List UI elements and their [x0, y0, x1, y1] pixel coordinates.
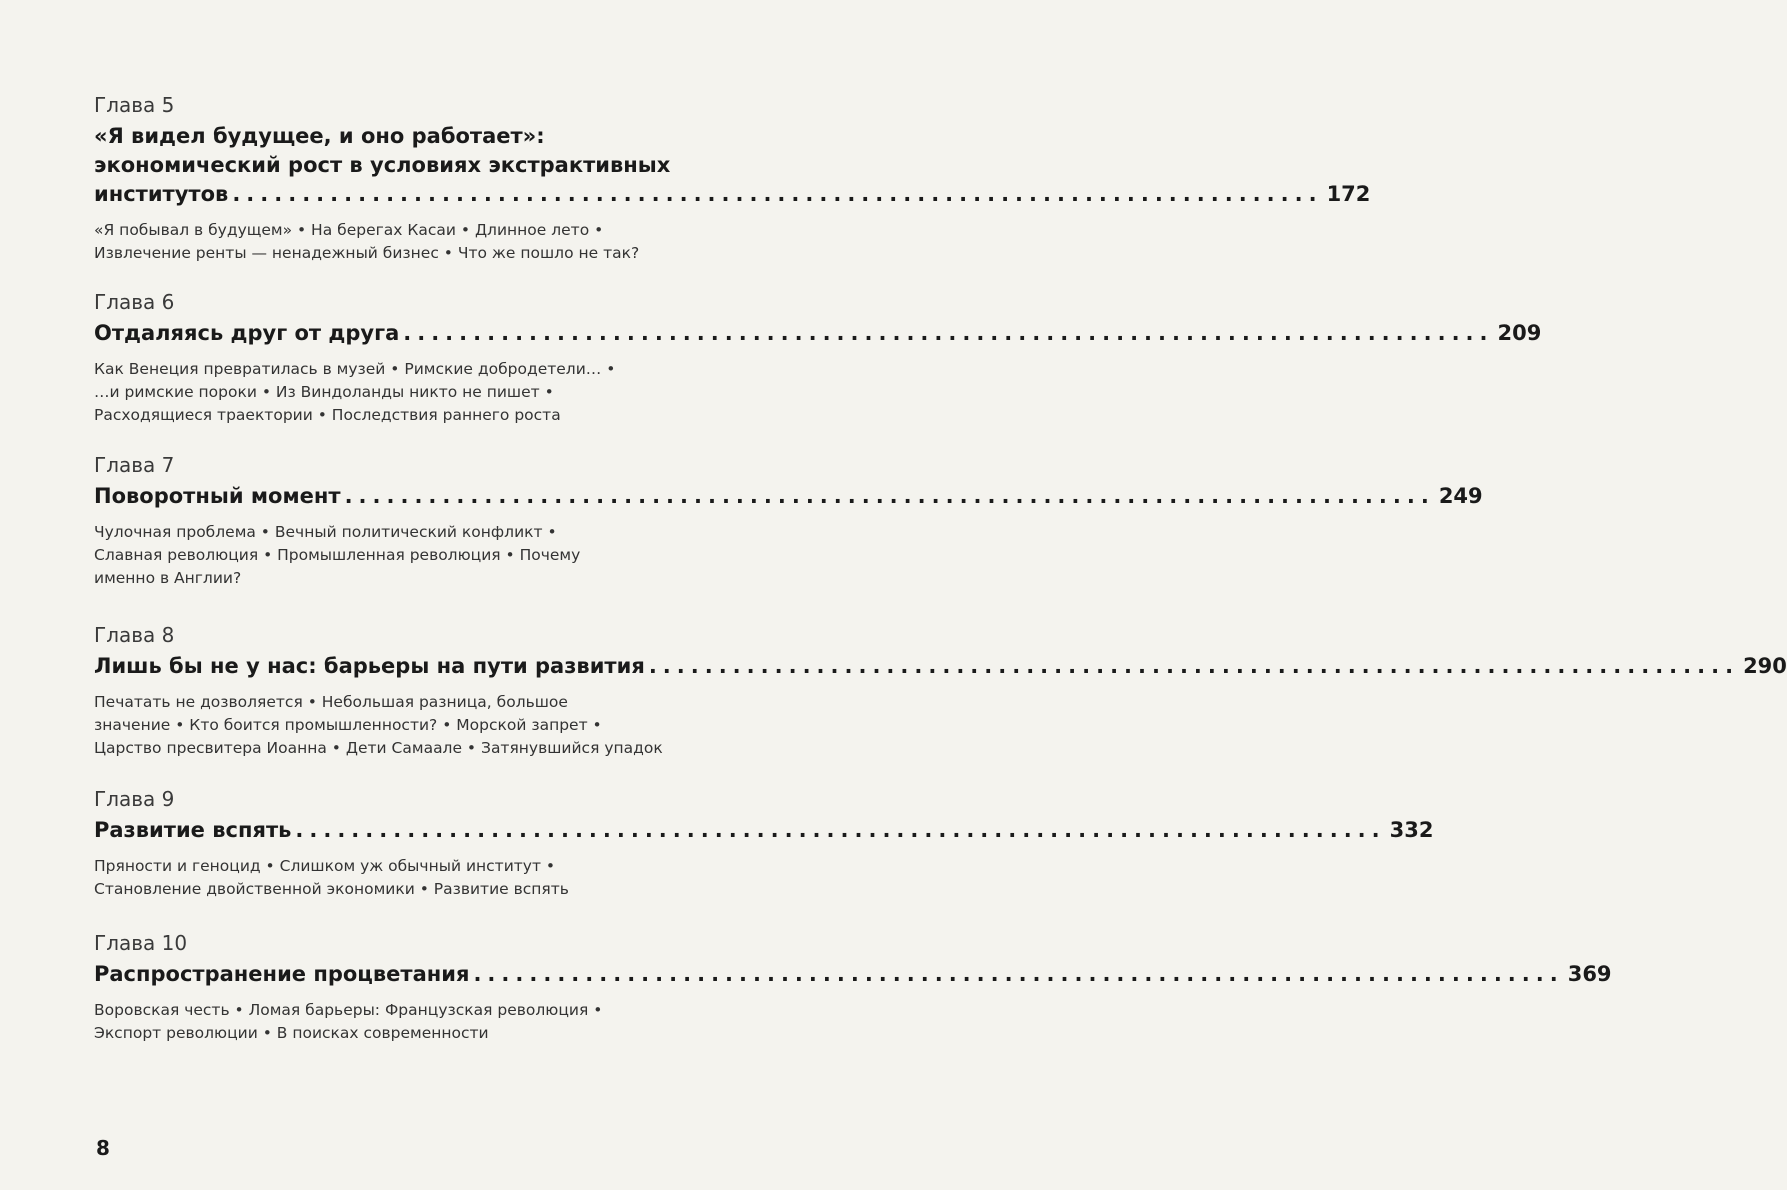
dot-leader: .............................................................................. — [295, 818, 1386, 842]
topics-line: Как Венеция превратилась в музей • Римские добродетели… • — [94, 360, 616, 378]
topics-line: …и римские пороки • Из Виндоланды никто не пишет • — [94, 383, 554, 401]
page-number: 249 — [1438, 484, 1483, 508]
toc-entry-chapter-6 — [94, 289, 1542, 427]
chapter-title-text: Лишь бы не у нас: барьеры на пути развития — [94, 654, 645, 678]
chapter-title-text: Поворотный момент — [94, 484, 341, 508]
chapter-label: Глава 6 — [94, 290, 175, 314]
topics-line: именно в Англии? — [94, 569, 242, 587]
topics-line: значение • Кто боится промышленности? • Морской запрет • — [94, 716, 602, 734]
chapter-title-line: «Я видел будущее, и оно работает»: — [94, 124, 545, 148]
chapter-label: Глава 5 — [94, 93, 175, 117]
chapter-title-last-line[interactable] — [94, 960, 1612, 989]
toc-entry-chapter-10 — [94, 930, 1612, 1045]
chapter-title-text: институтов — [94, 182, 229, 206]
chapter-label: Глава 8 — [94, 623, 175, 647]
topics-line: Расходящиеся траектории • Последствия раннего роста — [94, 406, 561, 424]
topics-line: Чулочная проблема • Вечный политический конфликт • — [94, 523, 557, 541]
chapter-title-line: экономический рост в условиях экстрактивных — [94, 153, 671, 177]
topics-line: Царство пресвитера Иоанна • Дети Самаале • Затянувшийся упадок — [94, 739, 663, 757]
chapter-topics — [94, 358, 730, 427]
chapter-topics — [94, 999, 730, 1045]
page-number: 369 — [1567, 962, 1612, 986]
toc-entry-chapter-8 — [94, 622, 1787, 760]
chapter-topics — [94, 521, 730, 590]
topics-line: Воровская честь • Ломая барьеры: Французская революция • — [94, 1001, 603, 1019]
chapter-title-last-line[interactable] — [94, 180, 1371, 209]
toc-entry-chapter-7 — [94, 452, 1483, 590]
chapter-topics — [94, 219, 730, 265]
toc-entry-chapter-9 — [94, 786, 1434, 901]
chapter-title-last-line[interactable] — [94, 482, 1483, 511]
dot-leader: .............................................................................. — [232, 182, 1323, 206]
topics-line: Экспорт революции • В поисках современности — [94, 1024, 489, 1042]
dot-leader: .............................................................................. — [344, 484, 1435, 508]
topics-line: Извлечение ренты — ненадежный бизнес • Что же пошло не так? — [94, 244, 640, 262]
chapter-topics — [94, 691, 730, 760]
chapter-label: Глава 9 — [94, 787, 175, 811]
page-number: 209 — [1497, 321, 1542, 345]
page-number: 332 — [1389, 818, 1434, 842]
page-folio-number: 8 — [96, 1136, 110, 1160]
topics-line: Становление двойственной экономики • Развитие вспять — [94, 880, 569, 898]
chapter-label: Глава 7 — [94, 453, 175, 477]
dot-leader: .............................................................................. — [403, 321, 1494, 345]
page-number: 172 — [1326, 182, 1371, 206]
page-number: 290 — [1743, 654, 1787, 678]
dot-leader: .............................................................................. — [648, 654, 1740, 678]
chapter-label: Глава 10 — [94, 931, 188, 955]
chapter-title-last-line[interactable] — [94, 652, 1787, 681]
chapter-title-text: Развитие вспять — [94, 818, 292, 842]
topics-line: «Я побывал в будущем» • На берегах Касаи • Длинное лето • — [94, 221, 604, 239]
topics-line: Печатать не дозволяется • Небольшая разница, большое — [94, 693, 568, 711]
chapter-title-text: Распространение процветания — [94, 962, 470, 986]
chapter-title-last-line[interactable] — [94, 319, 1542, 348]
chapter-topics — [94, 855, 730, 901]
chapter-title-last-line[interactable] — [94, 816, 1434, 845]
dot-leader: .............................................................................. — [473, 962, 1564, 986]
chapter-title-text: Отдаляясь друг от друга — [94, 321, 400, 345]
topics-line: Славная революция • Промышленная революция • Почему — [94, 546, 581, 564]
toc-entry-chapter-5 — [94, 92, 1371, 265]
topics-line: Пряности и геноцид • Слишком уж обычный институт • — [94, 857, 556, 875]
